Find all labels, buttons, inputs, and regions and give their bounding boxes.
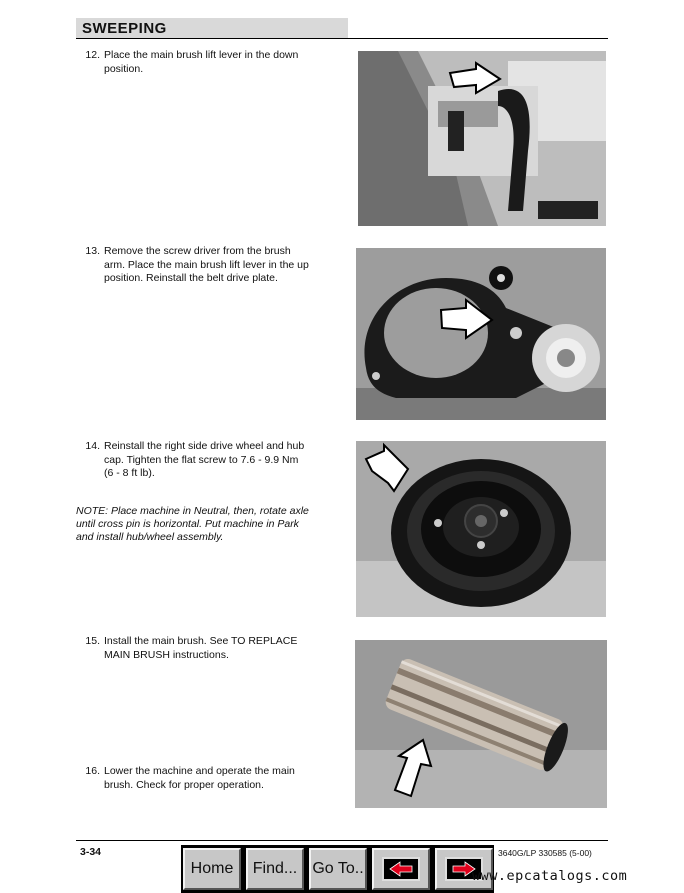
step-12 <box>76 49 346 79</box>
step-number: 12. <box>85 49 100 61</box>
header-rule <box>76 38 608 39</box>
photo-drive-wheel <box>356 441 606 617</box>
note-line: until cross pin is horizontal. Put machine in Park <box>76 518 299 530</box>
step-line: Remove the screw driver from the brush <box>104 245 291 257</box>
page-number: 3-34 <box>80 846 102 858</box>
step-line: position. <box>104 62 144 75</box>
step-13 <box>76 245 346 290</box>
step-line: cap. Tighten the flat screw to 7.6 - 9.9 Nm <box>104 453 299 466</box>
step-number: 13. <box>85 245 100 257</box>
step-line: brush. Check for proper operation. <box>104 778 264 791</box>
footer-rule <box>76 840 608 841</box>
find-button[interactable]: Find... <box>246 848 304 890</box>
step-number: 16. <box>85 765 100 777</box>
document-id: 3640G/LP 330585 (5-00) <box>498 848 592 858</box>
previous-page-button[interactable] <box>372 848 430 890</box>
section-title: SWEEPING <box>82 20 167 37</box>
note-line: NOTE: Place machine in Neutral, then, rotate axle <box>76 505 309 517</box>
navigation-bar <box>181 845 494 893</box>
step-line: Place the main brush lift lever in the down <box>104 49 299 61</box>
step-line: Install the main brush. See TO REPLACE <box>104 635 298 647</box>
photo-brush-arm <box>356 248 606 420</box>
step-line: position. Reinstall the belt drive plate. <box>104 272 278 284</box>
home-button[interactable]: Home <box>183 848 241 890</box>
note-line: and install hub/wheel assembly. <box>76 531 224 543</box>
step-line: (6 - 8 ft lb). <box>104 467 155 479</box>
goto-button[interactable]: Go To.. <box>309 848 367 890</box>
step-line: Reinstall the right side drive wheel and hub <box>104 440 305 452</box>
photo-main-brush <box>355 640 607 808</box>
step-number: 15. <box>85 635 100 647</box>
photo-brush-lift-lever <box>358 51 606 226</box>
left-arrow-icon <box>382 857 420 881</box>
step-15 <box>76 635 346 665</box>
step-line: MAIN BRUSH instructions. <box>104 648 229 661</box>
step-line: Lower the machine and operate the main <box>104 765 295 777</box>
step-14 <box>76 440 346 485</box>
step-number: 14. <box>85 440 100 452</box>
step-line: arm. Place the main brush lift lever in the up <box>104 258 309 271</box>
note-text <box>76 505 336 544</box>
step-16 <box>76 765 346 795</box>
watermark-text: www.epcatalogs.com <box>472 868 628 884</box>
